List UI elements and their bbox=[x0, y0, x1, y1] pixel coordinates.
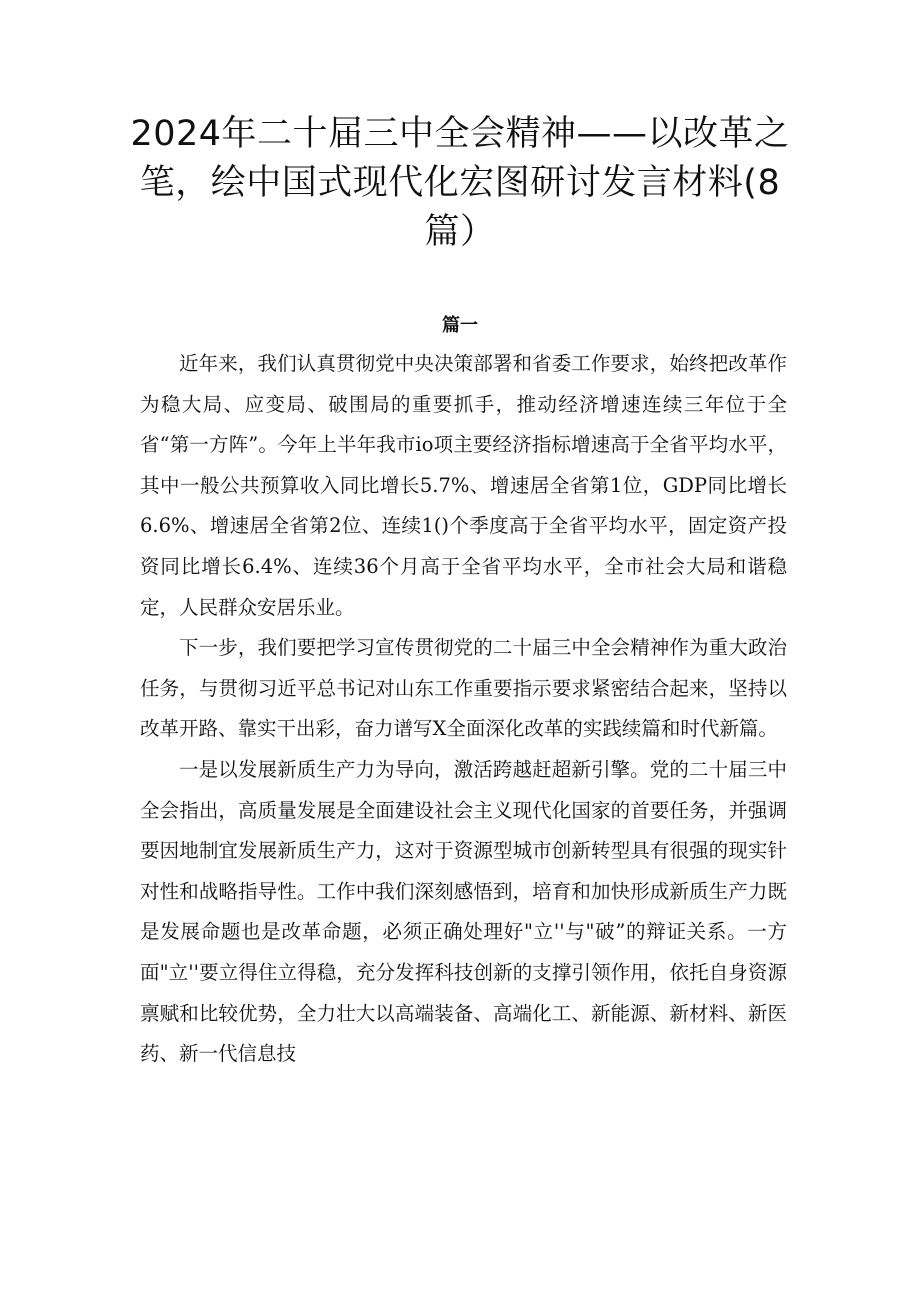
paragraph: 下一步，我们要把学习宣传贯彻党的二十届三中全会精神作为重大政治任务，与贯彻习近平总书记对山东工作重要指示要求紧密结合起来，坚持以改革开路、靠实干出彩，奋力谱写X全面深化改革的实践续篇和时代新篇。 bbox=[140, 636, 787, 741]
document-body bbox=[140, 344, 787, 1075]
section-heading: 篇一 bbox=[442, 315, 478, 336]
paragraph: 一是以发展新质生产力为导向，激活跨越赶超新引擎。党的二十届三中全会指出，高质量发展是全面建设社会主义现代化国家的首要任务，并强调要因地制宜发展新质生产力，这对于资源型城市创新转型具有很强的现实针对性和战略指导性。工作中我们深刻感悟到，培育和加快形成新质生产力既是发展命题也是改革命题，必须正确处理好"立''与"破”的辩证关系。一方面"立''要立得住立得稳，充分发挥科技创新的支撑引领作用，依托自身资源禀赋和比较优势，全力壮大以高端装备、高端化工、新能源、新材料、新医药、新一代信息技 bbox=[140, 757, 787, 1066]
paragraph: 近年来，我们认真贯彻党中央决策部署和省委工作要求，始终把改革作为稳大局、应变局、破围局的重要抓手，推动经济增速连续三年位于全省“第一方阵”。今年上半年我市io项主要经济指标增速高于全省平均水平，其中一般公共预算收入同比增长5.7%、增速居全省第1位，GDP同比增长6.6%、增速居全省第2位、连续1()个季度高于全省平均水平，固定资产投资同比增长6.4%、连续36个月高于全省平均水平，全市社会大局和谐稳定，人民群众安居乐业。 bbox=[140, 352, 787, 619]
document-title: 2024年二十届三中全会精神——以改革之笔，绘中国式现代化宏图研讨发言材料(8篇） bbox=[130, 114, 790, 252]
